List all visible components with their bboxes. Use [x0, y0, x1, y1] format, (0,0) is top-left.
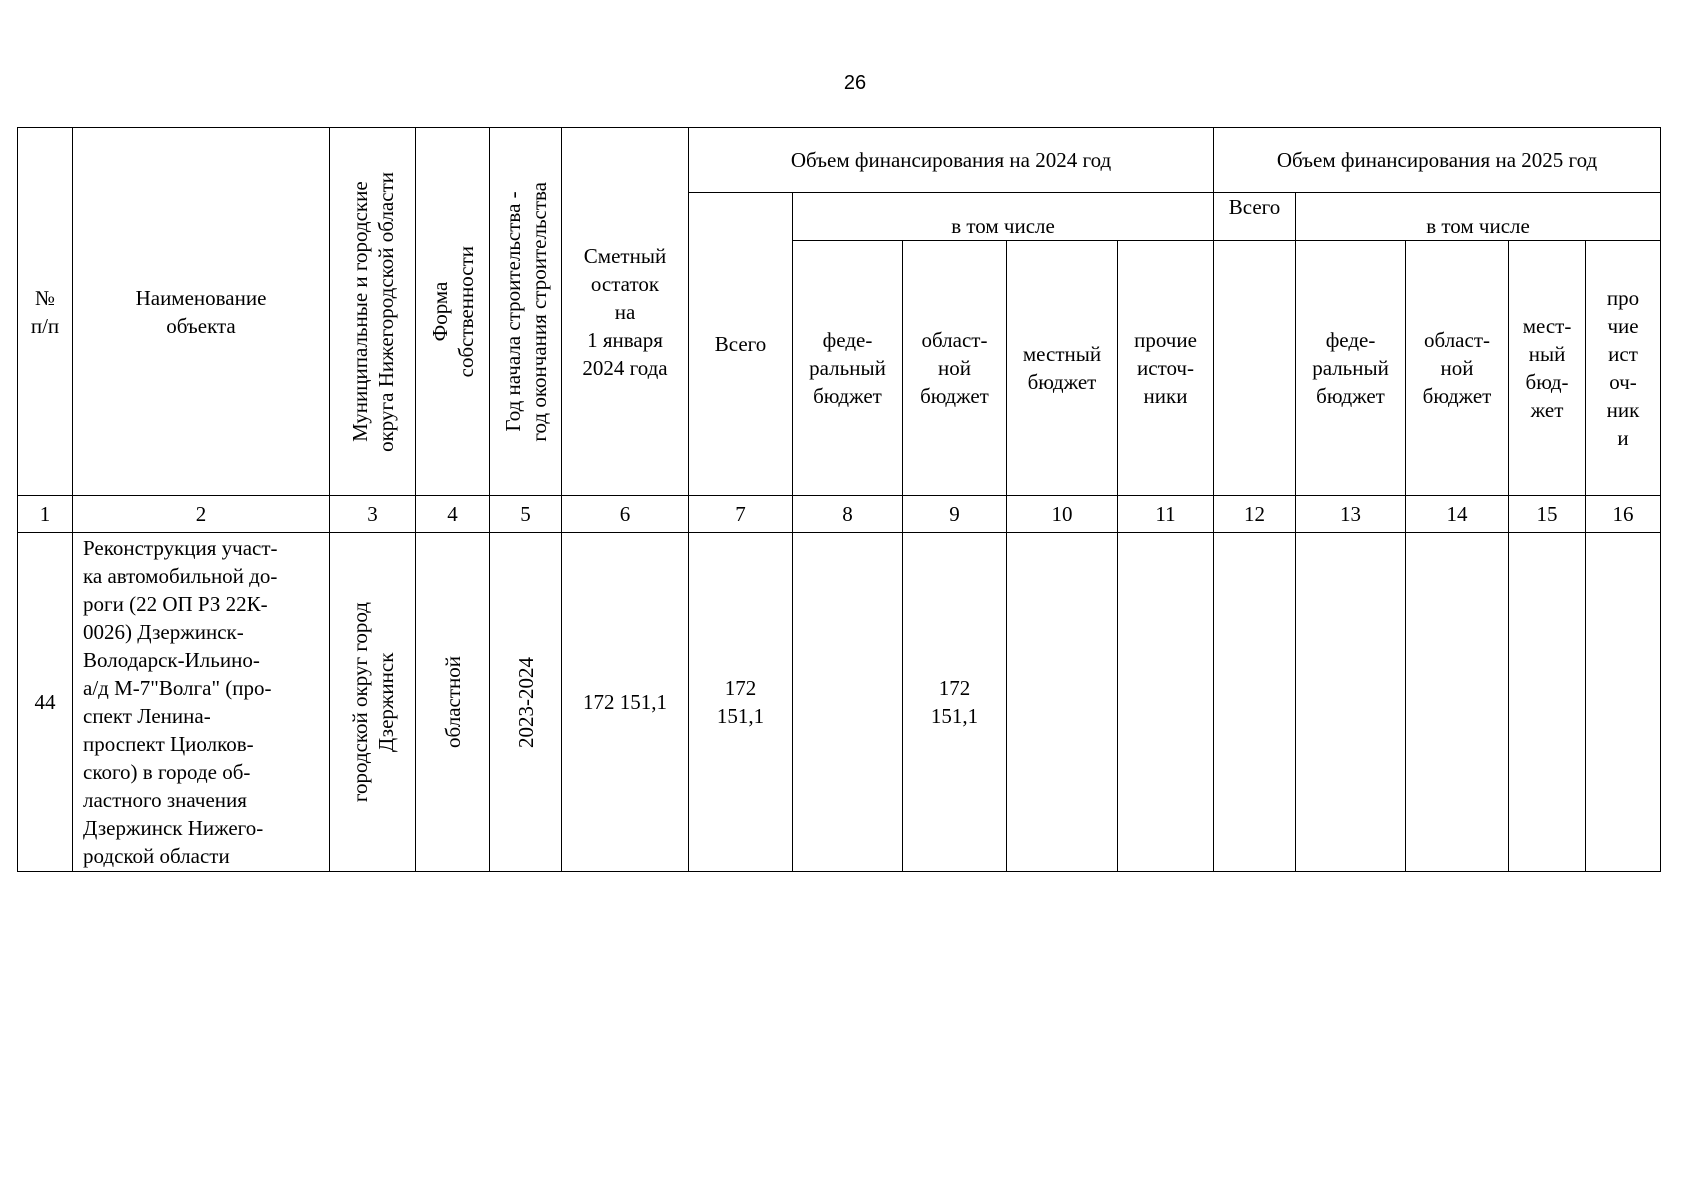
- row-federal-2024: [793, 533, 903, 872]
- header-federal-2024-label: феде- ральный бюджет: [809, 328, 886, 408]
- header-regional-2024: [903, 241, 1007, 496]
- row-ownership: [416, 533, 490, 872]
- header-estimate: [562, 128, 689, 496]
- column-number: 8: [793, 496, 903, 533]
- header-ownership-label: Форма собственности: [427, 245, 478, 378]
- header-incl-2024: [793, 193, 1214, 241]
- header-federal-2024: [793, 241, 903, 496]
- header-municipal: [330, 128, 416, 496]
- header-years: [490, 128, 562, 496]
- column-number: 4: [416, 496, 490, 533]
- header-group-2025: [1214, 128, 1661, 193]
- column-number: 13: [1296, 496, 1406, 533]
- page-number: 26: [843, 72, 867, 94]
- column-number: 10: [1007, 496, 1118, 533]
- row-ownership-label: областной: [440, 656, 465, 748]
- header-total-2024: [689, 193, 793, 496]
- header-num-label: № п/п: [30, 285, 60, 338]
- header-regional-2024-label: област- ной бюджет: [920, 328, 989, 408]
- header-regional-2025-label: област- ной бюджет: [1422, 328, 1492, 408]
- header-total-2024-label: Всего: [714, 332, 767, 356]
- header-group-2025-label: Объем финансирования на 2025 год: [1276, 148, 1598, 172]
- row-num: 44: [18, 533, 73, 872]
- header-ownership: [416, 128, 490, 496]
- header-other-2024: [1118, 241, 1214, 496]
- header-estimate-label: Сметный остаток на 1 января 2024 года: [582, 243, 668, 380]
- row-object-name: Реконструкция участ- ка автомобильной до- роги (22 ОП РЗ 22К- 0026) Дзержинск- Володарск-Ильино- а/д М-7"Волга" (про- спект Ленина- проспект Циолков- ского) в городе об- ластного значения Дзержинск Нижего- родской области: [73, 533, 330, 872]
- column-number: 12: [1214, 496, 1296, 533]
- column-number: 7: [689, 496, 793, 533]
- header-federal-2025-label: феде- ральный бюджет: [1312, 328, 1389, 408]
- column-number: 14: [1406, 496, 1509, 533]
- row-federal-2025: [1296, 533, 1406, 872]
- header-name: [73, 128, 330, 496]
- row-years: [490, 533, 562, 872]
- header-other-2025-label: про чие ист оч- ник и: [1606, 286, 1640, 450]
- row-regional-2024: 172 151,1: [903, 533, 1007, 872]
- row-total-2024: 172 151,1: [689, 533, 793, 872]
- column-number: 16: [1586, 496, 1661, 533]
- column-number: 6: [562, 496, 689, 533]
- header-row-1: [18, 128, 1661, 193]
- row-municipal: [330, 533, 416, 872]
- column-number: 15: [1509, 496, 1586, 533]
- header-incl-2024-label: в том числе: [951, 214, 1055, 238]
- header-regional-2025: [1406, 241, 1509, 496]
- header-incl-2025: [1296, 193, 1661, 241]
- header-group-2024: [689, 128, 1214, 193]
- column-number: 3: [330, 496, 416, 533]
- column-number-row: [18, 496, 1661, 533]
- header-federal-2025: [1296, 241, 1406, 496]
- table-row: [18, 533, 1661, 872]
- header-local-2024-label: местный бюджет: [1022, 342, 1102, 394]
- header-total-2025: [1214, 193, 1296, 241]
- header-incl-2025-label: в том числе: [1426, 214, 1530, 238]
- header-num: [18, 128, 73, 496]
- column-number: 9: [903, 496, 1007, 533]
- column-number: 1: [18, 496, 73, 533]
- financing-table: [17, 127, 1661, 872]
- row-local-2025: [1509, 533, 1586, 872]
- column-number: 5: [490, 496, 562, 533]
- header-other-2025: [1586, 241, 1661, 496]
- row-other-2025: [1586, 533, 1661, 872]
- row-years-label: 2023-2024: [513, 656, 538, 748]
- header-local-2024: [1007, 241, 1118, 496]
- row-municipal-label: городской округ город Дзержинск: [347, 601, 398, 803]
- column-number: 2: [73, 496, 330, 533]
- header-municipal-label: Муниципальные и городские округа Нижегородской области: [347, 171, 398, 452]
- header-total-2025-blank: [1214, 241, 1296, 496]
- row-regional-2025: [1406, 533, 1509, 872]
- row-other-2024: [1118, 533, 1214, 872]
- header-other-2024-label: прочие источ- ники: [1134, 328, 1197, 408]
- header-name-label: Наименование объекта: [135, 285, 267, 338]
- header-local-2025: [1509, 241, 1586, 496]
- row-total-2025: [1214, 533, 1296, 872]
- row-estimate: 172 151,1: [562, 533, 689, 872]
- header-local-2025-label: мест- ный бюд- жет: [1522, 314, 1572, 422]
- header-years-label: Год начала строительства - год окончания строительства: [500, 181, 551, 442]
- header-group-2024-label: Объем финансирования на 2024 год: [790, 148, 1112, 172]
- column-number: 11: [1118, 496, 1214, 533]
- header-total-2025-label: Всего: [1228, 195, 1281, 219]
- row-local-2024: [1007, 533, 1118, 872]
